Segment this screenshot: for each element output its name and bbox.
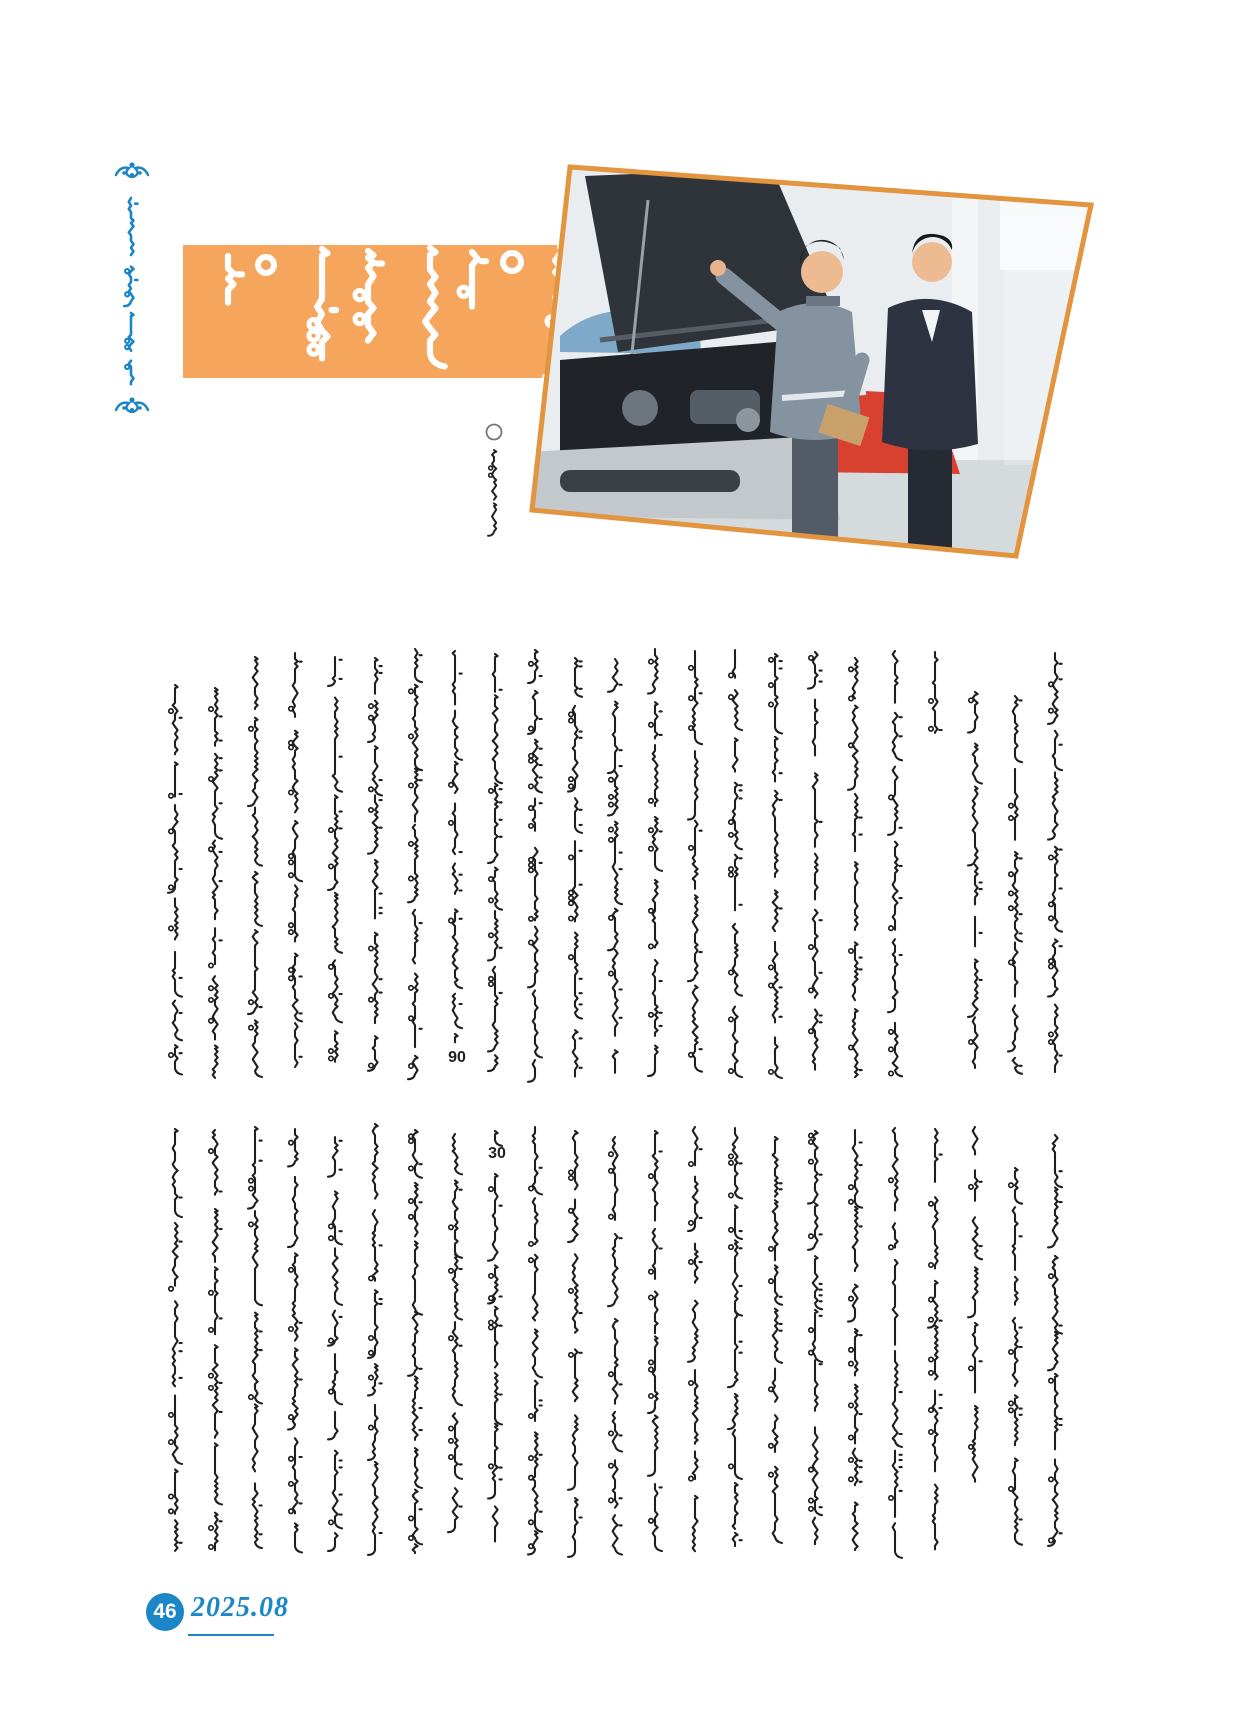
issue-underline (188, 1634, 274, 1636)
text-column (289, 653, 302, 1067)
title-banner (183, 245, 600, 378)
byline (487, 425, 502, 536)
text-column (1048, 1135, 1062, 1546)
text-column (528, 650, 542, 1082)
text-column (648, 649, 662, 1076)
text-column (1048, 653, 1062, 1072)
text-column (889, 1128, 902, 1558)
text-column (528, 1127, 542, 1554)
article-photo (516, 150, 1116, 580)
text-column (688, 1127, 702, 1551)
text-column (408, 649, 422, 1079)
inline-number: 30 (488, 1145, 506, 1162)
engine-cap (736, 408, 760, 432)
text-column (769, 654, 782, 1078)
text-column (1009, 1168, 1022, 1545)
text-column (328, 657, 342, 1062)
body-text (168, 649, 1062, 1558)
text-column (608, 1137, 622, 1555)
pointing-hand (710, 260, 726, 276)
text-column (248, 657, 262, 1077)
text-column (248, 1127, 262, 1548)
text-column (488, 1131, 506, 1542)
text-column (488, 654, 502, 1071)
car-grill (560, 470, 740, 492)
text-column (168, 685, 182, 1074)
header-script-column (124, 198, 137, 384)
author-name-script (488, 450, 496, 536)
text-column (408, 1130, 422, 1553)
byline-circle-icon (487, 425, 502, 440)
body-text-band (169, 1124, 1062, 1558)
text-column (929, 652, 942, 733)
page-number-badge (146, 1593, 184, 1631)
text-column (448, 1134, 462, 1532)
text-column (848, 1130, 862, 1550)
section-header-script (116, 162, 148, 412)
page-number: 46 (153, 1600, 177, 1623)
text-column (729, 650, 742, 1077)
header-ornament-top-icon (116, 162, 148, 177)
text-column (368, 658, 382, 1071)
text-column (608, 659, 622, 1073)
text-column (169, 1129, 182, 1551)
text-column (288, 1129, 302, 1553)
text-column (888, 651, 902, 1076)
businessman-head (912, 242, 952, 282)
issue-date: 2025.08 (191, 1592, 289, 1623)
text-column (648, 1131, 662, 1551)
header-ornament-bottom-icon (116, 397, 148, 412)
body-text-band (168, 649, 1062, 1082)
text-column (968, 692, 982, 1068)
text-column (568, 658, 582, 1076)
inline-number: 90 (448, 1049, 466, 1066)
text-column (769, 1137, 782, 1543)
text-column (808, 652, 822, 1070)
mechanic-head (801, 251, 843, 293)
engine-part (622, 390, 658, 426)
text-column (328, 1137, 342, 1551)
text-column (1008, 696, 1022, 1074)
author-name-column (488, 450, 496, 536)
text-column (209, 1130, 222, 1550)
text-column (968, 1127, 982, 1482)
text-column (448, 651, 466, 1066)
text-column (808, 1131, 822, 1544)
text-column (568, 1131, 582, 1557)
text-column (688, 651, 702, 1072)
text-column (928, 1129, 942, 1549)
text-column (728, 1128, 742, 1546)
text-column (209, 688, 222, 1078)
text-column (368, 1124, 382, 1555)
text-column (848, 658, 862, 1077)
